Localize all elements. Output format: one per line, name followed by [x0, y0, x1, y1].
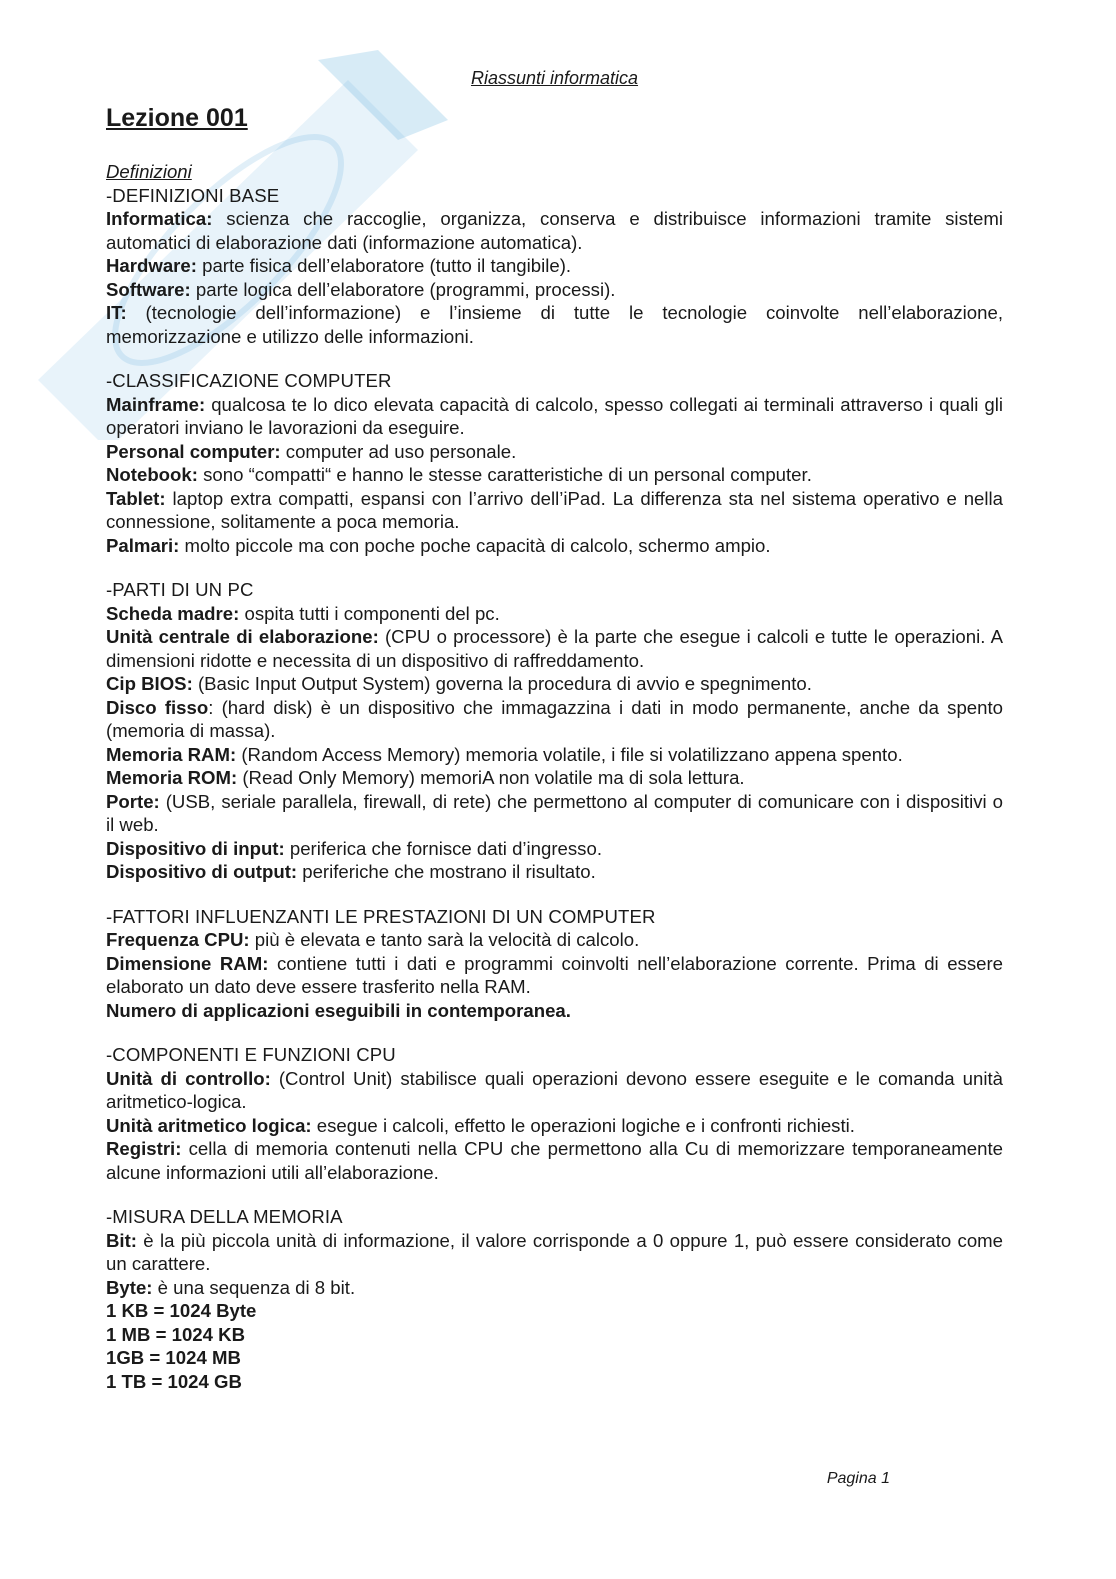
definition-term: Scheda madre:	[106, 602, 240, 624]
definition-paragraph	[106, 696, 1003, 743]
definition-paragraph	[106, 207, 1003, 254]
section-title: -FATTORI INFLUENZANTI LE PRESTAZIONI DI UN COMPUTER	[106, 905, 656, 927]
section	[106, 905, 1003, 1023]
definition-text: ospita tutti i componenti del pc.	[239, 602, 500, 624]
definition-text: (CPU o processore) è la parte che esegue i calcoli e tutte le operazioni. A dimensioni ridotte e necessita di un dispositivo di raffreddamento.	[106, 626, 1003, 671]
definition-paragraph	[106, 837, 1003, 861]
definition-paragraph	[106, 1276, 1003, 1300]
definition-term: Memoria ROM:	[106, 767, 238, 788]
definition-text: parte fisica dell’elaboratore (tutto il tangibile).	[196, 255, 572, 276]
definition-text: (Random Access Memory) memoria volatile, i file si volatilizzano appena spento.	[236, 743, 903, 765]
definition-paragraph	[106, 393, 1003, 440]
section	[106, 184, 1003, 349]
definition-paragraph	[106, 1346, 1003, 1370]
definition-text: più è elevata e tanto sarà la velocità di calcolo.	[249, 929, 640, 950]
definition-term: Memoria RAM:	[106, 743, 237, 765]
definition-paragraph	[106, 534, 1003, 558]
definition-paragraph	[106, 1370, 1003, 1394]
section	[106, 1043, 1003, 1184]
definition-term: Software:	[106, 278, 191, 300]
definition-term: Porte:	[106, 790, 160, 812]
definition-paragraph	[106, 301, 1003, 348]
definition-paragraph	[106, 463, 1003, 487]
definition-term: Dimensione RAM:	[106, 952, 269, 974]
definition-term: Informatica:	[106, 208, 213, 229]
definition-term: Unità aritmetico logica:	[106, 1114, 312, 1136]
definition-paragraph	[106, 860, 1003, 884]
definition-text: contiene tutti i dati e programmi coinvolti nell’elaborazione corrente. Prima di essere elaborato un dato deve essere trasferito nella RAM.	[106, 952, 1003, 997]
section-title: -MISURA DELLA MEMORIA	[106, 1206, 343, 1227]
definition-paragraph	[106, 766, 1003, 790]
definition-term: Unità centrale di elaborazione:	[106, 626, 379, 647]
definition-text: parte logica dell’elaboratore (programmi, processi).	[190, 278, 616, 300]
definition-text: (Read Only Memory) memoriA non volatile ma di sola lettura.	[237, 767, 745, 788]
definition-text: (tecnologie dell’informazione) e l’insieme di tutte le tecnologie coinvolte nell’elaborazione, memorizzazione e utilizzo delle informazioni.	[106, 302, 1003, 347]
definition-text: periferiche che mostrano il risultato.	[297, 861, 596, 882]
definition-term: 1 TB = 1024 GB	[106, 1370, 242, 1392]
definition-text: laptop extra compatti, espansi con l’arrivo dell’iPad. La differenza sta nel sistema operativo e nella connessione, solitamente a poca memoria.	[106, 487, 1003, 532]
definition-text: : (hard disk) è un dispositivo che immagazzina i dati in modo permanente, anche da spento (memoria di massa).	[106, 696, 1003, 741]
definition-term: Personal computer:	[106, 440, 281, 462]
definition-paragraph	[106, 602, 1003, 626]
definition-paragraph	[106, 999, 1003, 1023]
definition-term: IT:	[106, 302, 127, 323]
definition-paragraph	[106, 1323, 1003, 1347]
definition-text: esegue i calcoli, effetto le operazioni logiche e i confronti richiesti.	[311, 1114, 855, 1136]
definition-term: Dispositivo di output:	[106, 861, 298, 882]
lesson-title: Lezione 001	[106, 104, 248, 132]
document-body	[106, 160, 1003, 1393]
definition-text: (Basic Input Output System) governa la procedura di avvio e spegnimento.	[192, 673, 812, 694]
definition-term: Tablet:	[106, 487, 166, 509]
section	[106, 1205, 1003, 1393]
definition-paragraph	[106, 278, 1003, 302]
definition-paragraph	[106, 1229, 1003, 1276]
definition-text: sono “compatti“ e hanno le stesse caratteristiche di un personal computer.	[197, 464, 812, 485]
section-title: -DEFINIZIONI BASE	[106, 184, 280, 206]
running-head: Riassunti informatica	[470, 68, 639, 88]
definition-text: periferica che fornisce dati d’ingresso.	[284, 837, 602, 859]
definition-paragraph	[106, 254, 1003, 278]
definition-term: Notebook:	[106, 464, 198, 485]
sections-container	[106, 184, 1003, 1394]
definition-paragraph	[106, 952, 1003, 999]
page-number: Pagina 1	[826, 1470, 890, 1487]
definition-text: (USB, seriale parallela, firewall, di rete) che permettono al computer di comunicare con i dispositivi o il web.	[106, 790, 1003, 835]
definition-term: Disco fisso	[106, 696, 209, 718]
definition-paragraph	[106, 672, 1003, 696]
definition-term: Palmari:	[106, 534, 180, 556]
definition-term: Dispositivo di input:	[106, 837, 285, 859]
definition-text: computer ad uso personale.	[280, 440, 517, 462]
subheading: Definizioni	[106, 161, 192, 182]
definition-term: Bit:	[106, 1229, 137, 1251]
definition-text: scienza che raccoglie, organizza, conserva e distribuisce informazioni tramite sistemi automatici di elaborazione dati (informazione automatica).	[106, 208, 1003, 253]
definition-text: è una sequenza di 8 bit.	[152, 1276, 356, 1298]
definition-paragraph	[106, 928, 1003, 952]
section	[106, 578, 1003, 884]
definition-term: Hardware:	[106, 255, 197, 276]
definition-term: Numero di applicazioni eseguibili in contemporanea.	[106, 999, 571, 1021]
definition-text: (Control Unit) stabilisce quali operazioni devono essere eseguite e le comanda unità aritmetico-logica.	[106, 1067, 1003, 1112]
definition-term: 1 KB = 1024 Byte	[106, 1300, 257, 1321]
definition-term: 1 MB = 1024 KB	[106, 1323, 245, 1345]
definition-term: Frequenza CPU:	[106, 929, 250, 950]
section-title: -PARTI DI UN PC	[106, 579, 254, 600]
definition-paragraph	[106, 1299, 1003, 1323]
definition-paragraph	[106, 790, 1003, 837]
definition-paragraph	[106, 440, 1003, 464]
section	[106, 369, 1003, 557]
definition-paragraph	[106, 1137, 1003, 1184]
definition-paragraph	[106, 1067, 1003, 1114]
definition-paragraph	[106, 1114, 1003, 1138]
definition-term: Cip BIOS:	[106, 673, 193, 694]
definition-paragraph	[106, 487, 1003, 534]
definition-term: Mainframe:	[106, 393, 206, 415]
definition-text: cella di memoria contenuti nella CPU che permettono alla Cu di memorizzare temporaneamente alcune informazioni utili all’elaborazione.	[106, 1138, 1003, 1183]
definition-text: molto piccole ma con poche poche capacità di calcolo, schermo ampio.	[179, 534, 771, 556]
section-title: -COMPONENTI E FUNZIONI CPU	[106, 1044, 396, 1065]
definition-term: Byte:	[106, 1276, 153, 1298]
definition-text: qualcosa te lo dico elevata capacità di calcolo, spesso collegati ai terminali attraverso i quali gli operatori inviano le lavorazioni da eseguire.	[106, 393, 1003, 438]
definition-term: Unità di controllo:	[106, 1067, 271, 1089]
definition-term: Registri:	[106, 1138, 182, 1159]
section-title: -CLASSIFICAZIONE COMPUTER	[106, 370, 392, 391]
definition-paragraph	[106, 625, 1003, 672]
definition-term: 1GB = 1024 MB	[106, 1347, 241, 1368]
definition-paragraph	[106, 743, 1003, 767]
definition-text: è la più piccola unità di informazione, il valore corrisponde a 0 oppure 1, può essere considerato come un carattere.	[106, 1229, 1003, 1274]
